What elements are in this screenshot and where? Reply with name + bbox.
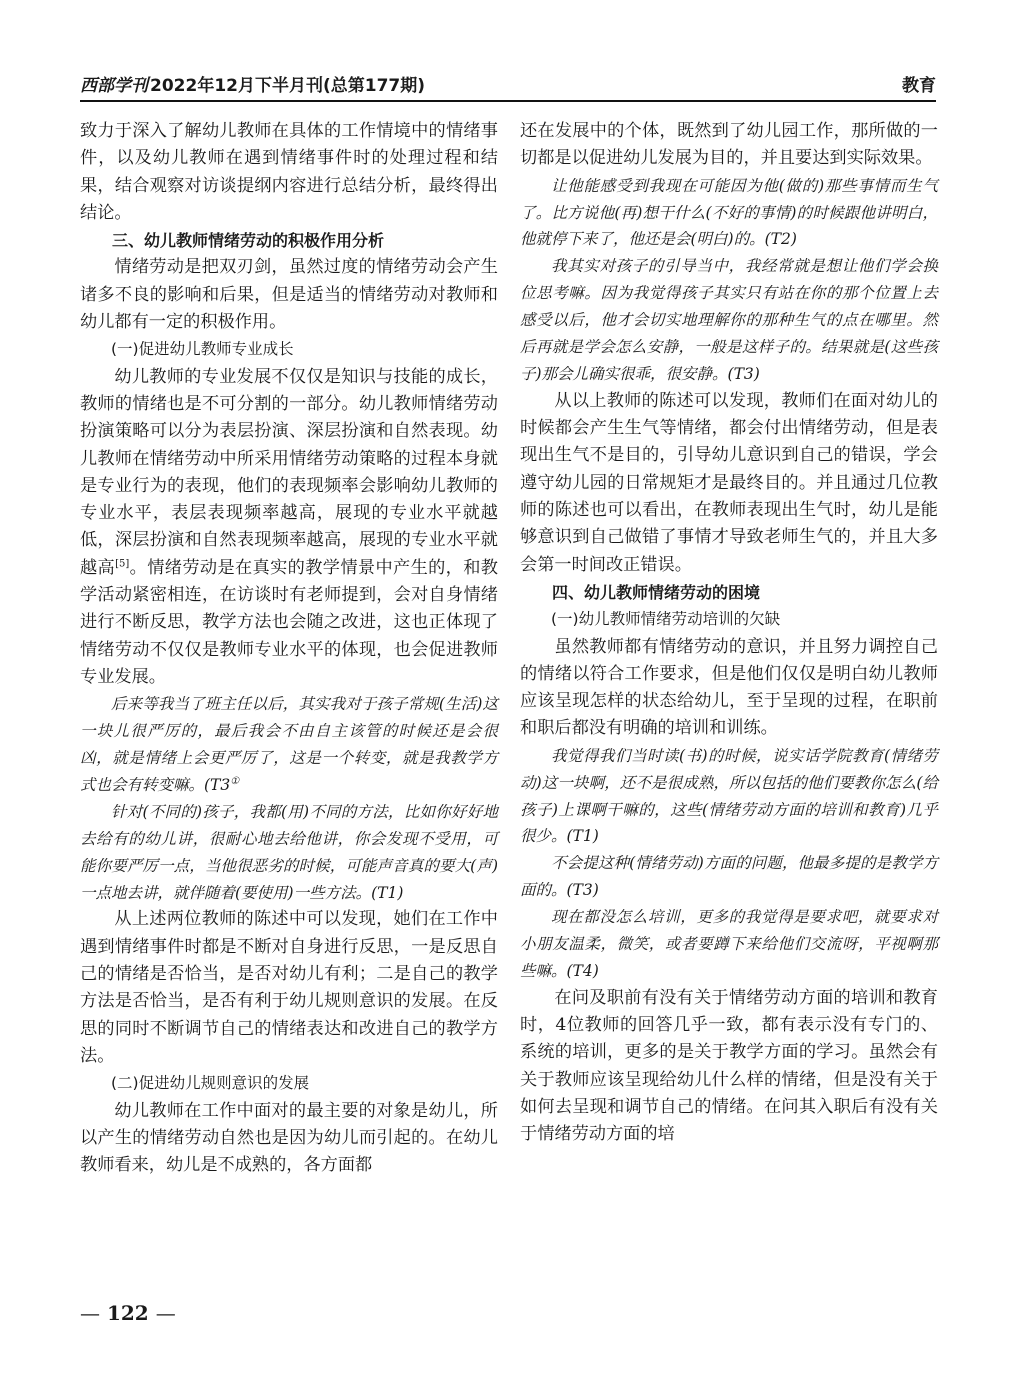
interview-quote-text: 我觉得我们当时读(书)的时候，说实话学院教育(情绪劳动)这一块啊，还不是很成熟，所以包括的他们要教你怎么(给孩子)上课啊干嘛的，这些(情绪劳动方面的培训和教育)几乎很少。(T1) — [520, 746, 938, 846]
left-column — [80, 118, 498, 1179]
subsection-heading — [80, 336, 498, 363]
section-label: 教育 — [902, 76, 936, 96]
body-paragraph-text: 在问及职前有没有关于情绪劳动方面的培训和教育时，4位教师的回答几乎一致，都有表示没有专门的、系统的培训，更多的是关于教学方面的学习。虽然会有关于教师应该呈现给幼儿什么样的情绪，但是没有关于如何去呈现和调节自己的情绪。在问其入职后有没有关于情绪劳动方面的培 — [520, 987, 938, 1145]
journal-logo: 西部学刊 — [80, 76, 148, 96]
page-footer — [80, 1301, 176, 1325]
continued-paragraph — [80, 118, 498, 227]
body-paragraph — [520, 985, 938, 1149]
interview-quote — [520, 850, 938, 904]
running-header — [80, 70, 936, 102]
continued-paragraph — [520, 118, 938, 173]
journal-info — [80, 71, 425, 96]
interview-quote — [80, 799, 498, 907]
subsection-heading-text: (二)促进幼儿规则意识的发展 — [111, 1074, 310, 1093]
issue-info: 2022年12月下半月刊(总第177期) — [150, 76, 425, 96]
subsection-heading — [520, 606, 938, 633]
footer-dash-left: — — [80, 1301, 100, 1325]
interview-quote-text: 我其实对孩子的引导当中，我经常就是想让他们学会换位思考嘛。因为我觉得孩子其实只有站在你的那个位置上去感受以后，他才会切实地理解你的那种生气的点在哪里。然后再就是学会怎么安静，一般是这样子的。结果就是(这些孩子)那会儿确实很乖，很安静。(T3) — [520, 257, 938, 383]
body-paragraph-text: 情绪劳动是把双刃剑，虽然过度的情绪劳动会产生诸多不良的影响和后果，但是适当的情绪劳动对教师和幼儿都有一定的积极作用。 — [80, 257, 498, 333]
interview-quote-text: 后来等我当了班主任以后，其实我对于孩子常规(生活)这一块儿很严厉的，最后我会不由自主该管的时候还是会很凶，就是情绪上会更严厉了，这是一个转变，就是我教学方式也会有转变嘛。(T3 — [80, 695, 498, 794]
interview-quote — [520, 743, 938, 851]
subsection-heading — [80, 1070, 498, 1097]
interview-quote-text: 让他能感受到我现在可能因为他(做的)那些事情而生气了。比方说他(再)想干什么(不好的事情)的时候跟他讲明白，他就停下来了，他还是会(明白)的。(T2) — [520, 176, 938, 249]
body-paragraph — [80, 1098, 498, 1180]
body-paragraph-text: 幼儿教师在工作中面对的最主要的对象是幼儿，所以产生的情绪劳动自然也是因为幼儿而引起的。在幼儿教师看来，幼儿是不成熟的，各方面都 — [80, 1100, 498, 1176]
interview-quote — [520, 904, 938, 985]
body-paragraph — [80, 906, 498, 1070]
section-heading — [520, 579, 938, 606]
right-column — [520, 118, 938, 1149]
interview-quote — [520, 173, 938, 254]
body-paragraph — [80, 254, 498, 336]
subsection-heading-text: (一)促进幼儿教师专业成长 — [111, 340, 294, 359]
continued-paragraph-text: 致力于深入了解幼儿教师在具体的工作情境中的情绪事件，以及幼儿教师在遇到情绪事件时的处理过程和结果，结合观察对访谈提纲内容进行总结分析，最终得出结论。 — [80, 121, 498, 223]
citation-mark: ① — [230, 775, 240, 787]
interview-quote-text: 针对(不同的)孩子，我都(用)不同的方法，比如你好好地去给有的幼儿讲，很耐心地去给他讲，你会发现不受用，可能你要严厉一点，当他很恶劣的时候，可能声音真的要大(声)一点地去讲，就伴随着(要使用)一些方法。(T1) — [80, 802, 498, 902]
page-number: 122 — [106, 1301, 149, 1325]
continued-paragraph-text: 还在发展中的个体，既然到了幼儿园工作，那所做的一切都是以促进幼儿发展为目的，并且要达到实际效果。 — [520, 121, 938, 169]
body-paragraph — [520, 388, 938, 579]
subsection-heading-text: (一)幼儿教师情绪劳动培训的欠缺 — [551, 610, 781, 629]
citation-mark: [5] — [115, 558, 130, 570]
body-paragraph — [80, 364, 498, 692]
section-heading — [80, 227, 498, 254]
interview-quote — [80, 691, 498, 799]
interview-quote-text: 现在都没怎么培训，更多的我觉得是要求吧，就要求对小朋友温柔，微笑，或者要蹲下来给他们交流呀，平视啊那些嘛。(T4) — [520, 908, 938, 980]
body-paragraph-text-tail: 。情绪劳动是在真实的教学情景中产生的，和教学活动紧密相连，在访谈时有老师提到，会对自身情绪进行不断反思，教学方法也会随之改进，这也正体现了情绪劳动不仅仅是教师专业水平的体现，也会促进教师专业发展。 — [80, 557, 498, 687]
interview-quote-text: 不会提这种(情绪劳动)方面的问题，他最多提的是教学方面的。(T3) — [520, 854, 938, 900]
body-paragraph-text: 幼儿教师的专业发展不仅仅是知识与技能的成长，教师的情绪也是不可分割的一部分。幼儿教师情绪劳动扮演策略可以分为表层扮演、深层扮演和自然表现。幼儿教师在情绪劳动中所采用情绪劳动策略的过程本身就是专业行为的表现，他们的表现频率会影响幼儿教师的专业水平，表层表现频率越高，展现的专业水平就越低，深层扮演和自然表现频率越高，展现的专业水平就越高 — [80, 366, 498, 578]
footer-dash-right: — — [155, 1301, 176, 1325]
section-heading-text: 三、幼儿教师情绪劳动的积极作用分析 — [112, 231, 385, 251]
body-paragraph-text: 从上述两位教师的陈述中可以发现，她们在工作中遇到情绪事件时都是不断对自身进行反思，一是反思自己的情绪是否恰当，是否对幼儿有利；二是自己的教学方法是否恰当，是否有利于幼儿规则意识的发展。在反思的同时不断调节自己的情绪表达和改进自己的教学方法。 — [80, 909, 498, 1066]
body-paragraph-text: 从以上教师的陈述可以发现，教师们在面对幼儿的时候都会产生生气等情绪，都会付出情绪劳动，但是表现出生气不是目的，引导幼儿意识到自己的错误，学会遵守幼儿园的日常规矩才是最终目的。并且通过几位教师的陈述也可以看出，在教师表现出生气时，幼儿是能够意识到自己做错了事情才导致老师生气的，并且大多会第一时间改正错误。 — [520, 390, 938, 575]
section-heading-text: 四、幼儿教师情绪劳动的困境 — [552, 582, 761, 602]
body-paragraph-text: 虽然教师都有情绪劳动的意识，并且努力调控自己的情绪以符合工作要求，但是他们仅仅是明白幼儿教师应该呈现怎样的状态给幼儿，至于呈现的过程，在职前和职后都没有明确的培训和训练。 — [520, 636, 938, 739]
interview-quote — [520, 253, 938, 388]
body-paragraph — [520, 634, 938, 743]
